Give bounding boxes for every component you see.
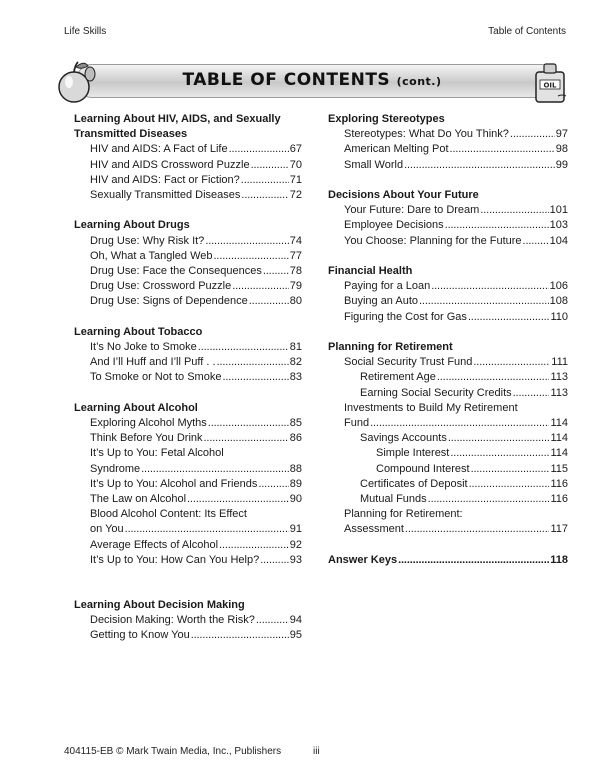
toc-entry — [74, 628, 302, 643]
entry-page-number: 82 — [289, 356, 302, 369]
entry-page-number: 101 — [549, 204, 568, 217]
entry-title: Decision Making: Worth the Risk? — [90, 614, 255, 627]
entry-page-number: 114 — [550, 417, 568, 430]
section-title: Learning About Decision Making — [74, 599, 245, 612]
entry-page-number: 89 — [289, 477, 302, 490]
entry-title: HIV and AIDS Crossword Puzzle — [90, 158, 250, 171]
entry-title: You Choose: Planning for the Future — [344, 234, 522, 247]
section-title: Learning About Alcohol — [74, 401, 198, 414]
toc-section — [74, 218, 302, 309]
entry-title: To Smoke or Not to Smoke — [90, 371, 222, 384]
entry-page-number: 91 — [289, 523, 302, 536]
toc-entry — [328, 492, 568, 507]
entry-title: Mutual Funds — [360, 493, 427, 506]
toc-entry — [74, 477, 302, 492]
toc-entry — [328, 477, 568, 492]
toc-entry — [74, 234, 302, 249]
dot-leader — [258, 477, 288, 492]
entry-page-number: 113 — [550, 371, 568, 384]
section-title: Learning About Drugs — [74, 219, 190, 232]
entry-page-number: 99 — [555, 158, 568, 171]
entry-page-number: 77 — [289, 249, 302, 262]
toc-entry — [328, 386, 568, 401]
dot-leader — [205, 234, 288, 249]
toc-entry — [74, 431, 302, 446]
toc-entry — [74, 249, 302, 264]
entry-page-number: 72 — [289, 189, 302, 202]
dot-leader — [208, 416, 289, 431]
toc-left-column — [74, 112, 302, 659]
entry-page-number: 118 — [550, 553, 568, 566]
toc-entry — [74, 264, 302, 279]
toc-entry — [74, 340, 302, 355]
toc-entry — [74, 613, 302, 628]
section-title: Financial Health — [328, 265, 413, 277]
dot-leader — [404, 158, 555, 173]
entry-title: It’s Up to You: How Can You Help? — [90, 553, 260, 566]
toc-entry — [74, 446, 302, 461]
entry-page-number: 92 — [289, 538, 302, 551]
entry-title: Drug Use: Why Risk It? — [90, 234, 205, 247]
dot-leader — [222, 370, 288, 385]
toc-entry — [328, 218, 568, 233]
dot-leader — [398, 553, 549, 568]
toc-entry — [74, 355, 302, 370]
toc-entry — [328, 355, 568, 370]
dot-leader — [219, 538, 289, 553]
section-title: Transmitted Diseases — [74, 128, 188, 141]
entry-page-number: 93 — [289, 553, 302, 566]
toc-entry — [328, 279, 568, 294]
dot-leader — [428, 492, 550, 507]
dot-leader — [450, 142, 555, 157]
dot-leader — [141, 462, 289, 477]
toc-entry — [74, 507, 302, 522]
running-head-left: Life Skills — [64, 26, 107, 37]
toc-entry — [328, 310, 568, 325]
dot-leader — [513, 386, 550, 401]
entry-page-number: 98 — [555, 143, 568, 156]
entry-title: Investments to Build My Retirement — [344, 401, 518, 414]
entry-title: It’s Up to You: Alcohol and Friends — [90, 477, 258, 490]
toc-entry — [74, 522, 302, 537]
entry-page-number: 71 — [289, 173, 302, 186]
toc-entry — [328, 234, 568, 249]
entry-title: Compound Interest — [376, 462, 470, 475]
entry-page-number: 116 — [550, 477, 568, 490]
dot-leader — [469, 477, 550, 492]
entry-title: HIV and AIDS: A Fact of Life — [90, 143, 228, 156]
entry-title: Retirement Age — [360, 371, 436, 384]
footer-copyright: 404115-EB © Mark Twain Media, Inc., Publishers — [64, 746, 282, 757]
entry-page-number: 78 — [289, 265, 302, 278]
toc-entry — [328, 294, 568, 309]
entry-title: Stereotypes: What Do You Think? — [344, 128, 509, 141]
entry-title: It’s Up to You: Fetal Alcohol — [90, 447, 224, 460]
entry-page-number: 111 — [551, 356, 568, 369]
toc-entry — [74, 370, 302, 385]
entry-title: Savings Accounts — [360, 432, 447, 445]
toc-section — [74, 112, 302, 203]
entry-title: And I’ll Huff and I’ll Puff . . — [90, 356, 216, 369]
entry-page-number: 95 — [289, 629, 302, 642]
toc-section — [328, 112, 568, 173]
entry-title: Planning for Retirement: — [344, 508, 463, 521]
entry-title: Your Future: Dare to Dream — [344, 204, 480, 217]
entry-page-number: 85 — [289, 417, 302, 430]
toc-entry — [74, 553, 302, 568]
entry-title: Exploring Alcohol Myths — [90, 417, 207, 430]
toc-entry — [74, 416, 302, 431]
entry-page-number: 70 — [289, 158, 302, 171]
entry-page-number: 74 — [289, 234, 302, 247]
entry-title: Buying an Auto — [344, 295, 419, 308]
toc-entry — [328, 401, 568, 416]
entry-title: HIV and AIDS: Fact or Fiction? — [90, 173, 240, 186]
section-title: Learning About HIV, AIDS, and Sexually — [74, 113, 281, 125]
entry-title: Employee Decisions — [344, 219, 444, 232]
dot-leader — [198, 340, 289, 355]
toc-entry — [74, 279, 302, 294]
dot-leader — [125, 522, 289, 537]
entry-page-number: 108 — [549, 295, 568, 308]
dot-leader — [260, 553, 289, 568]
section-title: Decisions About Your Future — [328, 189, 479, 201]
toc-section — [74, 325, 302, 386]
entry-page-number: 94 — [289, 614, 302, 627]
toc-entry — [328, 553, 568, 568]
entry-title: Sexually Transmitted Diseases — [90, 189, 241, 202]
toc-entry — [328, 127, 568, 142]
entry-page-number: 90 — [289, 493, 302, 506]
entry-page-number: 114 — [550, 432, 568, 445]
banner-title — [52, 70, 572, 90]
entry-page-number: 113 — [550, 386, 568, 399]
dot-leader — [191, 628, 289, 643]
entry-title: on You — [90, 523, 124, 536]
entry-page-number: 104 — [549, 234, 568, 247]
entry-page-number: 83 — [289, 371, 302, 384]
toc-entry — [328, 446, 568, 461]
dot-leader — [249, 294, 289, 309]
dot-leader — [450, 446, 549, 461]
toc-entry — [74, 188, 302, 203]
dot-leader — [187, 492, 289, 507]
toc-entry — [74, 538, 302, 553]
toc-entry — [74, 492, 302, 507]
entry-page-number: 110 — [550, 310, 568, 323]
entry-title: Assessment — [344, 523, 404, 536]
toc-entry — [328, 158, 568, 173]
dot-leader — [510, 127, 555, 142]
entry-title: Social Security Trust Fund — [344, 356, 473, 369]
entry-page-number: 106 — [549, 280, 568, 293]
dot-leader — [523, 234, 549, 249]
toc-entry — [328, 203, 568, 218]
toc-entry — [328, 522, 568, 537]
entry-title: Earning Social Security Credits — [360, 386, 512, 399]
dot-leader — [370, 416, 549, 431]
dot-leader — [263, 264, 289, 279]
entry-title: Certificates of Deposit — [360, 477, 468, 490]
toc-section — [74, 598, 302, 644]
entry-page-number: 117 — [550, 523, 568, 536]
toc-entry — [74, 158, 302, 173]
dot-leader — [419, 294, 549, 309]
dot-leader — [448, 431, 550, 446]
toc-entry — [74, 294, 302, 309]
entry-title: Drug Use: Signs of Dependence — [90, 295, 248, 308]
entry-title: Answer Keys — [328, 553, 398, 566]
toc-entry — [74, 173, 302, 188]
dot-leader — [241, 173, 289, 188]
entry-page-number: 79 — [289, 280, 302, 293]
section-title: Learning About Tobacco — [74, 325, 203, 338]
entry-title: Average Effects of Alcohol — [90, 538, 219, 551]
toc-entry — [328, 370, 568, 385]
entry-page-number: 116 — [550, 493, 568, 506]
toc-entry — [328, 462, 568, 477]
toc-section — [328, 553, 568, 568]
entry-page-number: 115 — [550, 462, 568, 475]
toc-entry — [74, 142, 302, 157]
dot-leader — [445, 218, 549, 233]
entry-title: Figuring the Cost for Gas — [344, 310, 467, 323]
entry-page-number: 86 — [289, 432, 302, 445]
entry-title: Blood Alcohol Content: Its Effect — [90, 508, 247, 521]
dot-leader — [405, 522, 550, 537]
dot-leader — [437, 370, 550, 385]
entry-title: Drug Use: Crossword Puzzle — [90, 280, 232, 293]
toc-entry — [328, 416, 568, 431]
entry-page-number: 88 — [289, 462, 302, 475]
section-title: Exploring Stereotypes — [328, 113, 445, 125]
entry-title: Think Before You Drink — [90, 432, 203, 445]
entry-title: Paying for a Loan — [344, 280, 431, 293]
dot-leader — [480, 203, 548, 218]
dot-leader — [204, 431, 289, 446]
dot-leader — [214, 249, 289, 264]
toc-right-column — [328, 112, 568, 583]
dot-leader — [468, 310, 550, 325]
toc-section — [74, 401, 302, 568]
entry-page-number: 67 — [289, 143, 302, 156]
entry-title: It’s No Joke to Smoke — [90, 341, 197, 354]
oil-can-label: OIL — [543, 81, 557, 90]
entry-title: American Melting Pot — [344, 143, 449, 156]
entry-page-number: 80 — [289, 295, 302, 308]
running-head-right: Table of Contents — [488, 26, 566, 37]
entry-page-number: 114 — [550, 447, 568, 460]
entry-title: Drug Use: Face the Consequences — [90, 265, 262, 278]
dot-leader — [473, 355, 550, 370]
banner-title-suffix: (cont.) — [396, 75, 442, 88]
toc-entry — [74, 462, 302, 477]
entry-page-number: 97 — [555, 128, 568, 141]
entry-title: Simple Interest — [376, 447, 450, 460]
dot-leader — [431, 279, 548, 294]
oil-can-icon — [528, 56, 572, 106]
section-title: Planning for Retirement — [328, 341, 453, 353]
entry-title: Small World — [344, 158, 404, 171]
toc-entry — [328, 431, 568, 446]
toc-section — [328, 264, 568, 325]
toc-section — [328, 340, 568, 538]
toc-entry — [328, 507, 568, 522]
toc-entry — [328, 142, 568, 157]
toc-section — [328, 188, 568, 249]
entry-title: Fund — [344, 417, 370, 430]
dot-leader — [256, 613, 289, 628]
dot-leader — [471, 462, 550, 477]
dot-leader — [251, 158, 289, 173]
banner-title-text: TABLE OF CONTENTS — [182, 70, 391, 90]
dot-leader — [217, 355, 289, 370]
dot-leader — [241, 188, 288, 203]
entry-title: Getting to Know You — [90, 629, 190, 642]
dot-leader — [232, 279, 289, 294]
footer-page-number: iii — [313, 746, 320, 757]
dot-leader — [229, 142, 289, 157]
entry-title: Oh, What a Tangled Web — [90, 249, 213, 262]
entry-page-number: 81 — [289, 341, 302, 354]
entry-title: The Law on Alcohol — [90, 493, 187, 506]
entry-title: Syndrome — [90, 462, 141, 475]
toc-banner — [52, 52, 572, 108]
entry-page-number: 103 — [549, 219, 568, 232]
